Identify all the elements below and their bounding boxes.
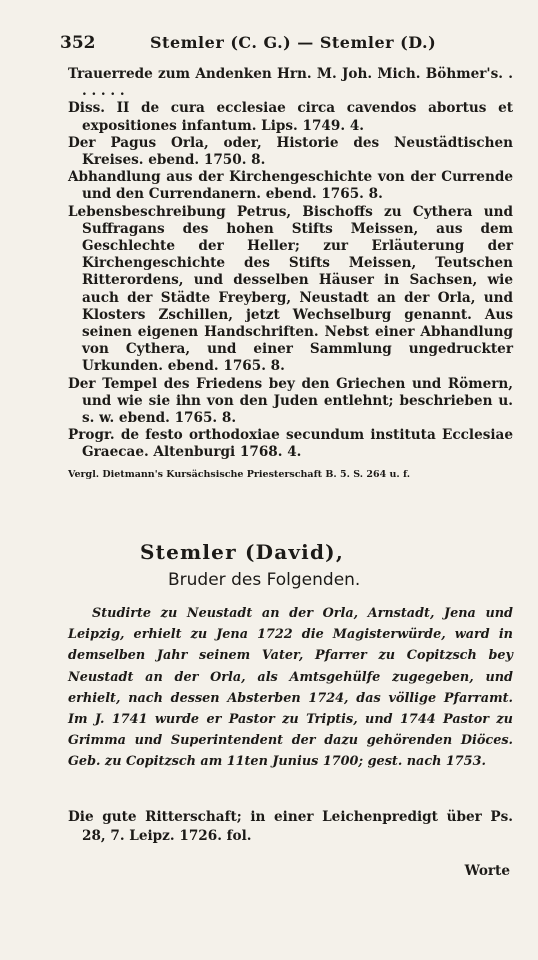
catchword: Worte: [464, 863, 510, 879]
page-header: [60, 33, 498, 57]
publication-entry: Der Pagus Orla, oder, Historie des Neustädtischen Kreises. ebend. 1750. 8.: [68, 134, 513, 169]
running-title: Stemler (C. G.) — Stemler (D.): [150, 33, 437, 52]
publication-entry: Diss. II de cura ecclesiae circa cavendos abortus et expositiones infantum. Lips. 1749. 4.: [68, 100, 513, 134]
publication-entry: Der Tempel des Friedens bey den Griechen und Römern, und wie sie ihn von den Juden entlehnt; beschrieben u. s. w. ebend. 1765. 8.: [68, 375, 513, 427]
publication-entry: Progr. de festo orthodoxiae secundum instituta Ecclesiae Graecae. Altenburgi 1768. 4.: [68, 427, 513, 461]
entry-heading: Stemler (David),: [140, 540, 344, 564]
biography-paragraph: Studirte zu Neustadt an der Orla, Arnstadt, Jena und Leipzig, erhielt zu Jena 1722 die Magisterwürde, ward in demselben Jahr seinem Vater, Pfarrer zu Copitzsch bey Neustadt an der Orla, als Amtsgehülfe zugegeben, und erhielt, nach dessen Absterben 1724, das völlige Pfarramt. Im J. 1741 wurde er Pastor zu Triptis, und 1744 Pastor zu Grimma und Superintendent der dazu gehörenden Diöces. Geb. zu Copitzsch am 11ten Junius 1700; gest. nach 1753.: [68, 606, 513, 770]
publication-list: [68, 66, 513, 481]
page-number: 352: [60, 33, 96, 53]
publication-entry: Lebensbeschreibung Petrus, Bischoffs zu Cythera und Suffragans des hohen Stifts Meissen, aus dem Geschlechte der Heller; zur Erläuterung der Kirchengeschichte des Stifts Meissen, Teutschen Ritterordens, und desselben Häuser in Sachsen, wie auch der Städte Freyberg, Neustadt an der Orla, und Klosters Zschillen, jetzt Wechselburg genannt. Aus seinen eigenen Handschriften. Nebst einer Abhandlung von Cythera, und einer Sammlung ungedruckter Urkunden. ebend. 1765. 8.: [68, 203, 513, 375]
reference-note: Vergl. Dietmann's Kursächsische Priesterschaft B. 5. S. 264 u. f.: [68, 468, 411, 480]
publication-entry: Die gute Ritterschaft; in einer Leichenpredigt über Ps. 28, 7. Leipz. 1726. fol.: [68, 809, 513, 844]
publication-entry: Trauerrede zum Andenken Hrn. M. Joh. Mich. Böhmer's. . . . . . .: [68, 66, 513, 100]
entry-subheading: Bruder des Folgenden.: [168, 570, 361, 590]
works-list: [68, 808, 513, 846]
publication-entry: Abhandlung aus der Kirchengeschichte von der Currende und den Currendanern. ebend. 1765. 8.: [68, 169, 513, 203]
